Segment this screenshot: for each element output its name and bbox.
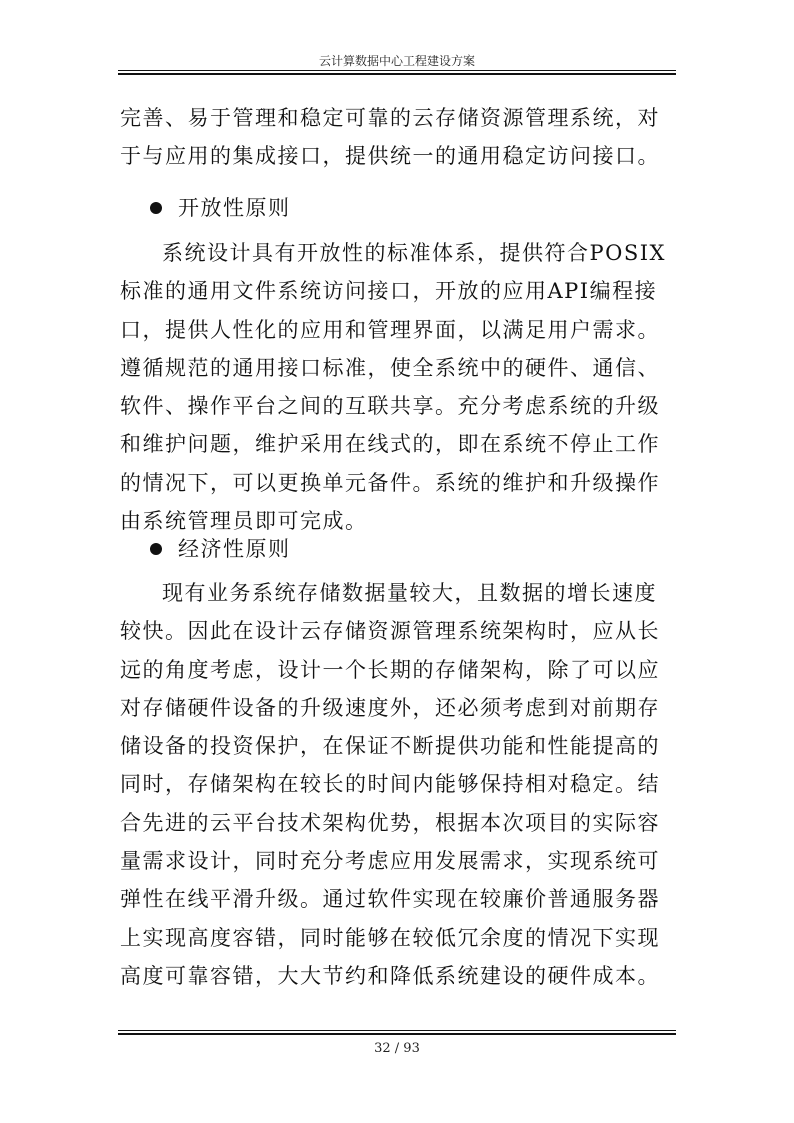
header-rule-thick <box>118 73 676 75</box>
paragraph-3: 现有业务系统存储数据量较大，且数据的增长速度较快。因此在设计云存储资源管理系统架构时，应从长远的角度考虑，设计一个长期的存储架构，除了可以应对存储硬件设备的升级速度外，还必须考虑到对前期存储设备的投资保护，在保证不断提供功能和性能提高的同时，存储架构在较长的时间内能够保持相对稳定。结合先进的云平台技术架构优势，根据本次项目的实际容量需求设计，同时充分考虑应用发展需求，实现系统可弹性在线平滑升级。通过软件实现在较廉价普通服务器上实现高度容错，同时能够在较低冗余度的情况下实现高度可靠容错，大大节约和降低系统建设的硬件成本。 <box>120 581 660 988</box>
page-header-title: 云计算数据中心工程建设方案 <box>318 54 475 68</box>
bullet-economy-principle <box>150 530 291 568</box>
footer-rule-thin <box>118 1030 676 1031</box>
paragraph-2: 系统设计具有开放性的标准体系，提供符合POSIX标准的通用文件系统访问接口，开放的应用API编程接口，提供人性化的应用和管理界面，以满足用户需求。遵循规范的通用接口标准，使全系统中的硬件、通信、软件、操作平台之间的互联共享。充分考虑系统的升级和维护问题，维护采用在线式的，即在系统不停止工作的情况下，可以更换单元备件。系统的维护和升级操作由系统管理员即可完成。 <box>120 241 666 534</box>
page-number: 32 / 93 <box>374 1041 420 1056</box>
paragraph-1: 完善、易于管理和稳定可靠的云存储资源管理系统，对于与应用的集成接口，提供统一的通用稳定访问接口。 <box>120 106 660 169</box>
header-rule-thin <box>118 70 676 71</box>
bullet-open-principle <box>150 189 291 227</box>
bullet-dot-icon <box>150 543 162 555</box>
bullet-heading-economy: 经济性原则 <box>178 537 291 561</box>
footer-rule-thick <box>118 1033 676 1035</box>
bullet-dot-icon <box>150 202 162 214</box>
bullet-heading-open: 开放性原则 <box>178 196 291 220</box>
